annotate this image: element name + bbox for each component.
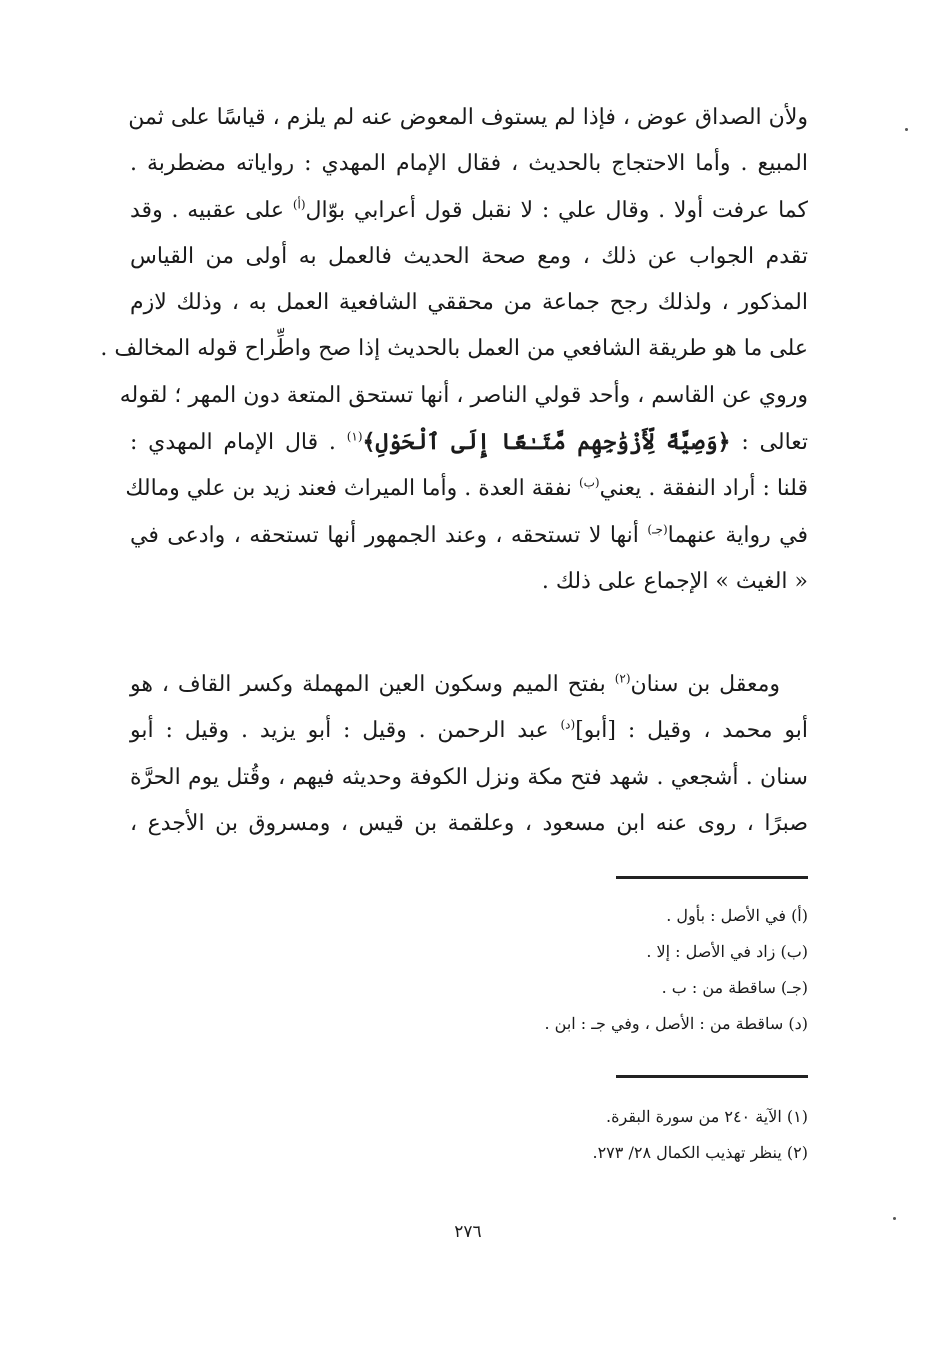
variant-footnotes bbox=[130, 898, 808, 1042]
footnote-item: (٢) ينظر تهذيب الكمال ٢٨/ ٢٧٣. bbox=[592, 1143, 808, 1162]
text-line: المبيع . وأما الاحتجاج بالحديث ، فقال الإمام المهدي : رواياته مضطربة . bbox=[130, 151, 808, 177]
main-paragraph-2 bbox=[130, 662, 808, 847]
text-segment: كما عرفت أولا . وقال علي : لا نقبل قول أعرابي بوّال bbox=[305, 197, 808, 223]
variant-marker-c: (جـ) bbox=[647, 522, 668, 537]
footnote-item: (١) الآية ٢٤٠ من سورة البقرة. bbox=[606, 1107, 808, 1126]
text-segment: ومعقل بن سنان bbox=[630, 672, 780, 697]
text-line: المذكور ، ولذلك رجح جماعة من محققي الشافعية العمل به ، وذلك لازم bbox=[130, 290, 808, 316]
scan-speck bbox=[905, 128, 908, 131]
footnote-divider-variants bbox=[616, 876, 808, 879]
variant-marker-d: (د) bbox=[560, 717, 576, 732]
text-line: « الغيث » الإجماع على ذلك . bbox=[541, 568, 808, 594]
variant-marker-a: (أ) bbox=[292, 197, 306, 212]
text-line bbox=[130, 708, 808, 754]
text-segment: تعالى : bbox=[741, 430, 809, 456]
text-line bbox=[130, 662, 808, 708]
text-segment: أنها لا تستحقه ، وعند الجمهور أنها تستحقه ، وادعى في bbox=[130, 522, 639, 548]
text-line: على ما هو طريقة الشافعي من العمل بالحديث إذا صح واطِّراح قوله المخالف . bbox=[100, 336, 808, 362]
text-segment: قلنا : أراد النفقة . يعني bbox=[599, 476, 808, 502]
footnote-item: (أ) في الأصل : بأول . bbox=[666, 906, 808, 925]
text-line bbox=[130, 188, 808, 234]
quran-verse: ﴿وَصِيَّةً لِّأَزْوَٰجِهِم مَّتَـٰعًا إِلَى ٱلْحَوْلِ﴾ bbox=[362, 429, 731, 456]
footnote-item: (د) ساقطة من : الأصل ، وفي جـ : ابن . bbox=[544, 1014, 808, 1033]
page-number: ٢٧٦ bbox=[454, 1222, 482, 1242]
text-segment: في رواية عنهما bbox=[667, 522, 808, 548]
text-segment: على عقبيه . وقد bbox=[130, 197, 285, 223]
text-line: صبرًا ، روى عنه ابن مسعود ، وعلقمة بن قيس ، ومسروق بن الأجدع ، bbox=[130, 810, 808, 836]
text-segment: بفتح الميم وسكون العين المهملة وكسر القاف ، هو bbox=[130, 672, 606, 697]
footnote-divider-references bbox=[616, 1075, 808, 1078]
footnote-item: (جـ) ساقطة من : ب . bbox=[661, 978, 808, 997]
text-segment: . قال الإمام المهدي : bbox=[130, 430, 336, 456]
text-line bbox=[130, 419, 808, 466]
footnote-item: (ب) زاد في الأصل : إلا . bbox=[646, 942, 808, 961]
text-line: وروي عن القاسم ، وأحد قولي الناصر ، أنها تستحق المتعة دون المهر ؛ لقوله bbox=[119, 382, 808, 408]
text-line: تقدم الجواب عن ذلك ، ومع صحة الحديث فالعمل به أولى من القياس bbox=[130, 243, 808, 269]
text-line: سنان . أشجعي . شهد فتح مكة ونزل الكوفة وحديثه فيهم ، وقُتل يوم الحرَّة bbox=[130, 764, 808, 790]
text-segment: عبد الرحمن . وقيل : أبو يزيد . وقيل : أبو bbox=[130, 718, 549, 744]
text-line: ولأن الصداق عوض ، فإذا لم يستوف المعوض عنه لم يلزم ، قياسًا على ثمن bbox=[128, 105, 808, 130]
text-line bbox=[130, 513, 808, 559]
text-segment: نفقة العدة . وأما الميراث فعند زيد بن علي ومالك bbox=[125, 476, 572, 502]
scan-speck bbox=[893, 1217, 896, 1220]
footnote-marker-1: (١) bbox=[346, 429, 363, 444]
text-segment: أبو محمد ، وقيل : [أبو] bbox=[575, 718, 809, 744]
footnote-marker-2: (٢) bbox=[614, 671, 631, 686]
text-line bbox=[125, 466, 808, 512]
variant-marker-b: (ب) bbox=[578, 476, 600, 491]
main-paragraph-1 bbox=[100, 95, 809, 605]
reference-footnotes bbox=[130, 1099, 808, 1171]
